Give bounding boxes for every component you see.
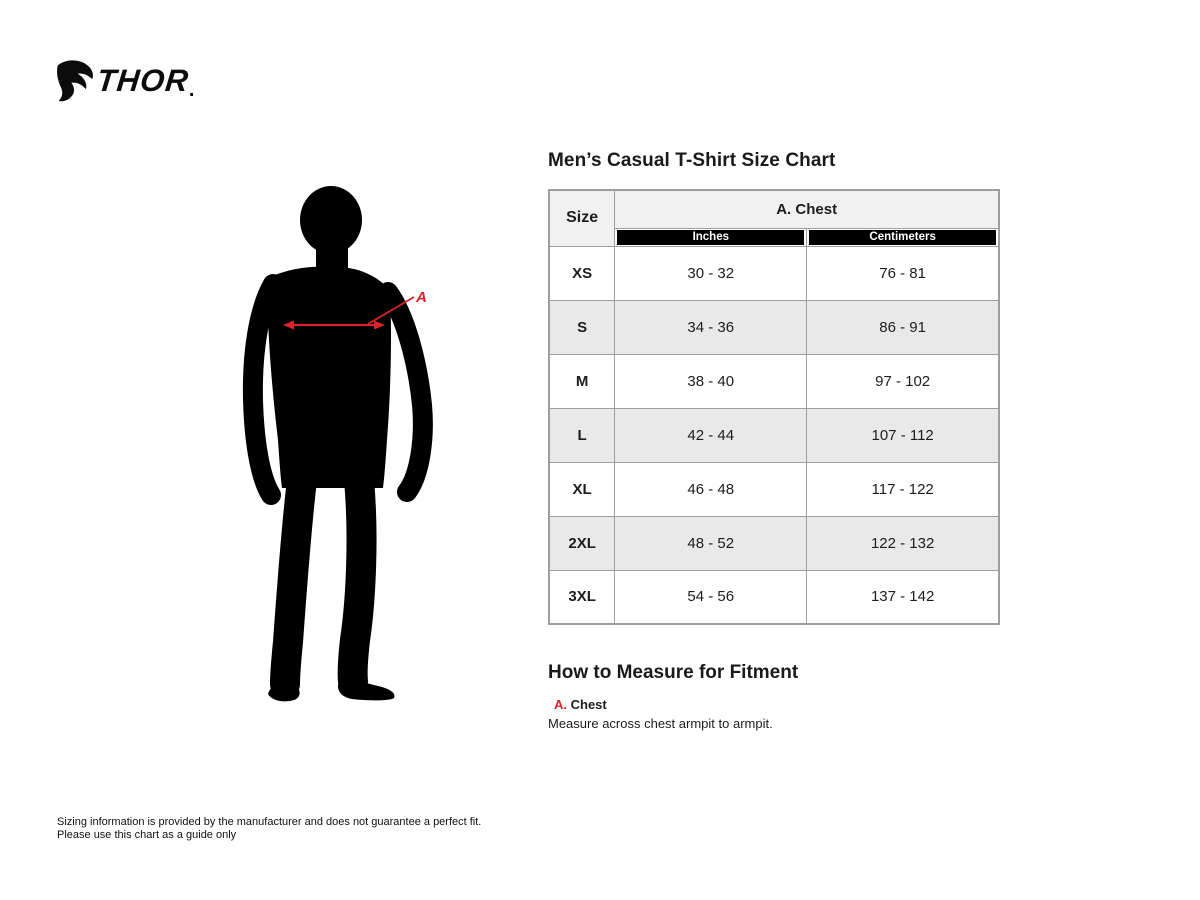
measure-name: Chest [570,697,607,712]
inches-cell: 54 - 56 [615,570,807,624]
measure-item-chest [548,697,1000,731]
page-title: Men’s Casual T-Shirt Size Chart [548,150,836,171]
table-row [549,408,999,462]
cm-cell: 137 - 142 [807,570,999,624]
size-cell: S [549,300,615,354]
brand-logo [55,57,194,105]
size-cell: L [549,408,615,462]
table-row [549,246,999,300]
size-table [548,189,1000,625]
male-silhouette-diagram [240,180,460,720]
table-row [549,300,999,354]
cm-cell: 122 - 132 [807,516,999,570]
inches-cell: 34 - 36 [615,300,807,354]
size-cell: 2XL [549,516,615,570]
disclaimer-line-1: Sizing information is provided by the manufacturer and does not guarantee a perfect fit. [57,816,482,828]
inches-cell: 38 - 40 [615,354,807,408]
measure-key: A. [554,697,567,712]
inches-cell: 30 - 32 [615,246,807,300]
silhouette-left-leg [285,480,302,684]
size-cell: XL [549,462,615,516]
size-cell: M [549,354,615,408]
table-row [549,354,999,408]
brand-mark: . [188,79,195,101]
measure-description: Measure across chest armpit to armpit. [548,716,773,731]
thor-goat-icon [55,57,95,105]
inches-cell: 42 - 44 [615,408,807,462]
cm-cell: 97 - 102 [807,354,999,408]
disclaimer-line-2: Please use this chart as a guide only [57,829,237,841]
inches-cell: 46 - 48 [615,462,807,516]
inches-cell: 48 - 52 [615,516,807,570]
silhouette-right-leg [353,480,362,681]
table-row [549,516,999,570]
inches-header: Inches [617,230,804,245]
silhouette-right-arm [388,292,423,492]
chest-group-header: A. Chest [615,190,999,228]
table-row [549,570,999,624]
size-cell: 3XL [549,570,615,624]
cm-cell: 117 - 122 [807,462,999,516]
measure-heading: How to Measure for Fitment [548,662,799,683]
size-column-header: Size [549,190,615,246]
chart-content [548,150,1000,731]
disclaimer [57,816,481,842]
table-row [549,462,999,516]
cm-cell: 86 - 91 [807,300,999,354]
centimeters-header: Centimeters [809,230,996,245]
measurement-figure [240,180,460,720]
size-cell: XS [549,246,615,300]
chest-arrow-label: A [416,289,427,306]
silhouette-torso [268,267,391,488]
silhouette-left-arm [253,284,273,495]
brand-name: THOR [95,63,191,98]
cm-cell: 107 - 112 [807,408,999,462]
cm-cell: 76 - 81 [807,246,999,300]
